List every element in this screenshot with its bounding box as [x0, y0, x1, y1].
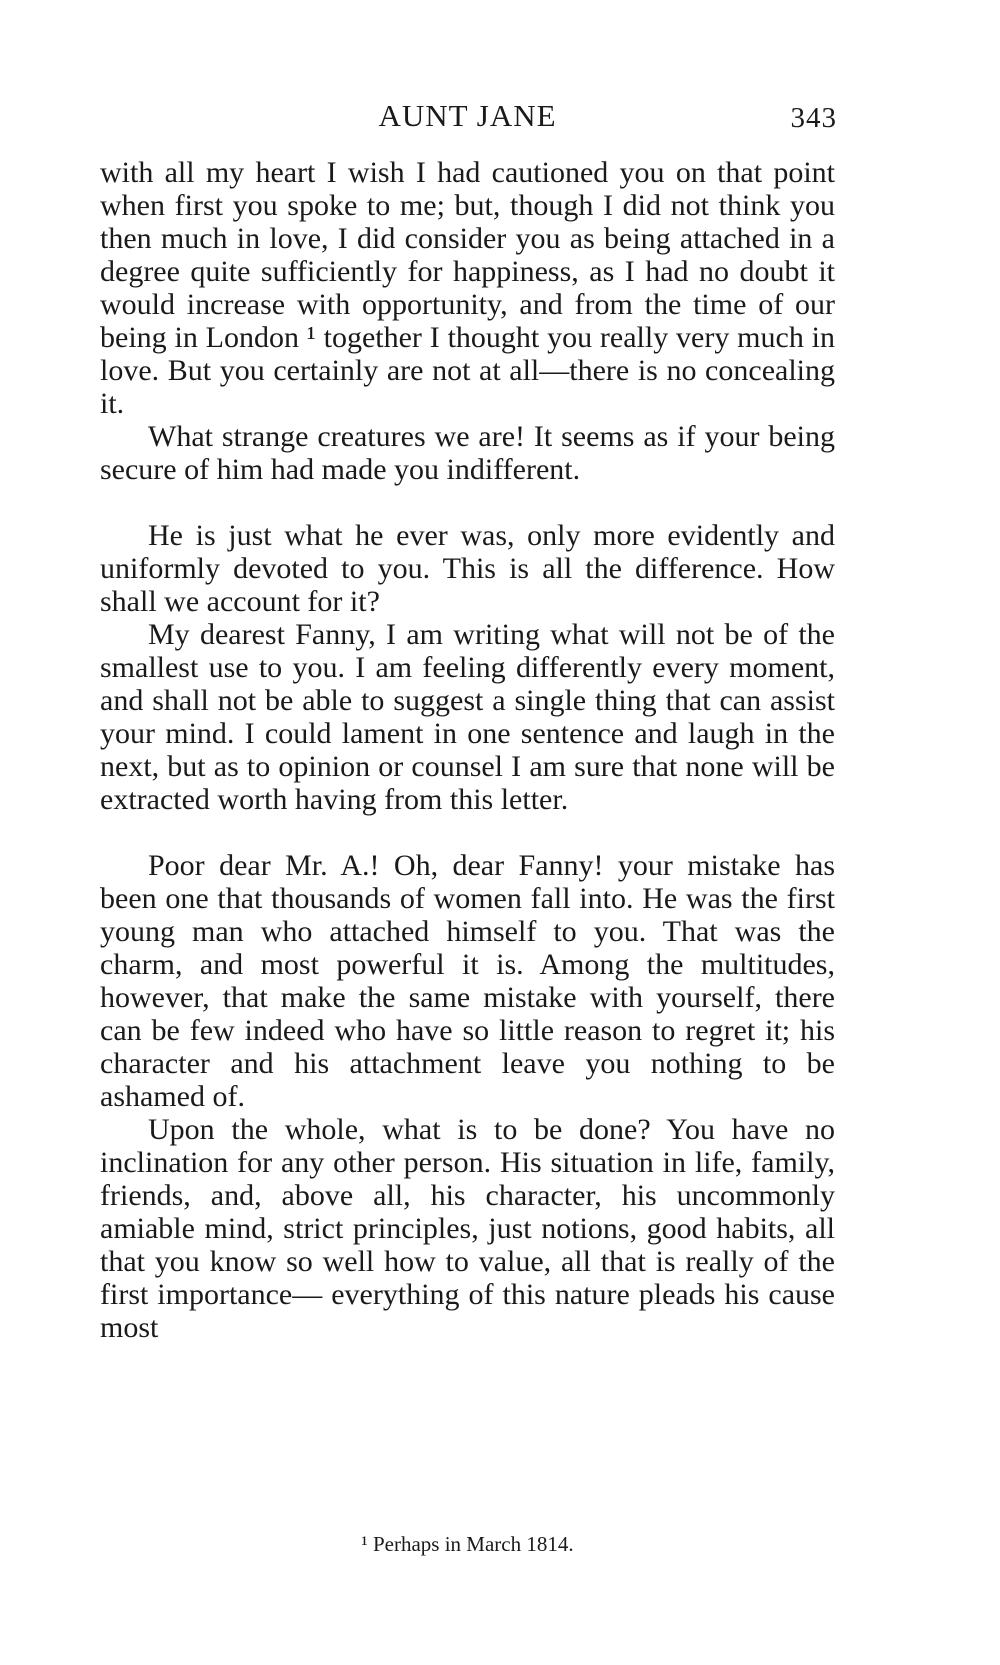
page-number: 343: [790, 102, 837, 134]
running-title: AUNT JANE: [378, 98, 557, 133]
paragraph-2: What strange creatures we are! It seems as if your being secure of him had made you indifferent.: [100, 420, 835, 486]
page-header: [100, 90, 835, 140]
paragraph-4: My dearest Fanny, I am writing what will not be of the smallest use to you. I am feeling differently every moment, and shall not be able to suggest a single thing that can assist your mind. I could lament in one sentence and laugh in the next, but as to opinion or counsel I am sure that none will be extracted worth having from this letter.: [100, 618, 835, 816]
paragraph-3: He is just what he ever was, only more evidently and uniformly devoted to you. This is all the difference. How shall we account for it?: [100, 519, 835, 618]
book-page: [100, 90, 835, 1344]
footnote: ¹ Perhaps in March 1814.: [361, 1532, 574, 1556]
paragraph-5: Poor dear Mr. A.! Oh, dear Fanny! your mistake has been one that thousands of women fall into. He was the first young man who attached himself to you. That was the charm, and most powerful it is. Among the multitudes, however, that make the same mistake with yourself, there can be few indeed who have so little reason to regret it; his character and his attachment leave you nothing to be ashamed of.: [100, 849, 835, 1113]
paragraph-1: with all my heart I wish I had cautioned you on that point when first you spoke to me; but, though I did not think you then much in love, I did consider you as being attached in a degree quite sufficiently for happiness, as I had no doubt it would increase with opportunity, and from the time of our being in London ¹ together I thought you really very much in love. But you certainly are not at all—there is no concealing it.: [100, 156, 835, 420]
paragraph-6: Upon the whole, what is to be done? You have no inclination for any other person. His situation in life, family, friends, and, above all, his character, his uncommonly amiable mind, strict principles, just notions, good habits, all that you know so well how to value, all that is really of the first importance— everything of this nature pleads his cause most: [100, 1113, 835, 1344]
letter-text: [100, 156, 835, 1344]
